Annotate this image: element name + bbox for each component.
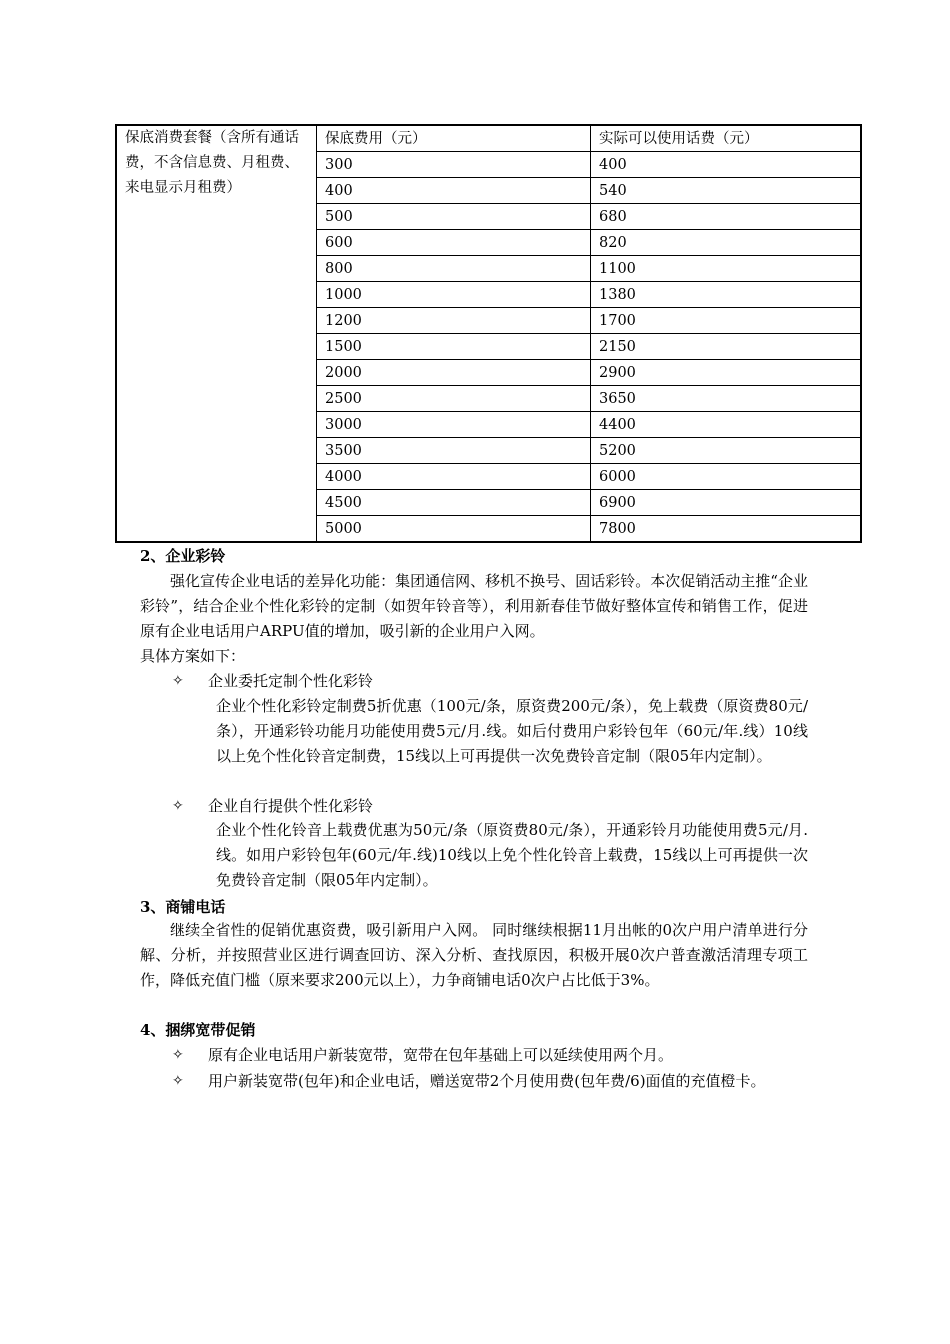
cell-usable-fee: 1700 xyxy=(599,313,636,329)
cell-usable-fee: 6900 xyxy=(599,495,636,511)
table-row xyxy=(317,204,860,230)
table-row xyxy=(317,412,860,438)
bullet-item xyxy=(172,669,373,693)
cell-usable-fee: 3650 xyxy=(599,391,636,407)
table-row xyxy=(317,282,860,308)
cell-guarantee-fee: 5000 xyxy=(317,516,591,542)
cell-usable-fee: 7800 xyxy=(599,521,636,537)
cell-usable-fee: 1380 xyxy=(599,287,636,303)
cell-guarantee-fee: 3000 xyxy=(317,412,591,437)
table-row xyxy=(317,386,860,412)
cell-guarantee-fee: 2000 xyxy=(317,360,591,385)
diamond-bullet-icon: ✧ xyxy=(172,1073,184,1089)
plan-label: 具体方案如下： xyxy=(140,647,246,665)
section-2-intro: 强化宣传企业电话的差异化功能：集团通信网、移机不换号、固话彩铃。本次促销活动主推“企业彩铃”，结合企业个性化彩铃的定制（如贺年铃音等），利用新春佳节做好整体宣传和销售工作，促进原有企业电话用户ARPU值的增加，吸引新的企业用户入网。 xyxy=(140,572,808,640)
section-3-heading: 3、商铺电话 xyxy=(140,898,226,916)
diamond-bullet-icon: ✧ xyxy=(172,798,184,814)
section-3-body: 继续全省性的促销优惠资费，吸引新用户入网。 同时继续根据11月出帐的0次户用户清单进行分解、分析，并按照营业区进行调查回访、深入分析、查找原因，积极开展0次户普查激活清理专项工作，降低充值门槛（原来要求200元以上），力争商铺电话0次户占比低于3%。 xyxy=(140,921,808,989)
section-2-heading: 2、企业彩铃 xyxy=(140,547,226,565)
table-grid xyxy=(317,126,860,541)
cell-guarantee-fee: 1500 xyxy=(317,334,591,359)
table-row xyxy=(317,438,860,464)
cell-guarantee-fee: 800 xyxy=(317,256,591,281)
table-row xyxy=(317,256,860,282)
cell-guarantee-fee: 4500 xyxy=(317,490,591,515)
bullet-1-body: 企业个性化彩铃定制费5折优惠（100元/条，原资费200元/条），免上载费（原资费80元/条），开通彩铃功能月功能使用费5元/月.线。如后付费用户彩铃包年（60元/年.线）10线以上免个性化铃音定制费，15线以上可再提供一次免费铃音定制（限05年内定制）。 xyxy=(216,697,808,765)
cell-usable-fee: 5200 xyxy=(599,443,636,459)
bullet-1-title: 企业委托定制个性化彩铃 xyxy=(208,672,374,690)
cell-usable-fee: 4400 xyxy=(599,417,636,433)
cell-guarantee-fee: 1000 xyxy=(317,282,591,307)
table-row xyxy=(317,178,860,204)
cell-usable-fee: 2150 xyxy=(599,339,636,355)
bullet-2-body: 企业个性化铃音上载费优惠为50元/条（原资费80元/条），开通彩铃月功能使用费5元/月.线。如用户彩铃包年(60元/年.线)10线以上免个性化铃音上载费，15线以上可再提供一次免费铃音定制（限05年内定制）。 xyxy=(216,821,808,889)
cell-usable-fee: 820 xyxy=(599,235,627,251)
table-label-cell: 保底消费套餐（含所有通话费，不含信息费、月租费、来电显示月租费） xyxy=(117,126,317,541)
table-row xyxy=(317,490,860,516)
section-4-bullet-2: 用户新装宽带(包年)和企业电话，赠送宽带2个月使用费(包年费/6)面值的充值橙卡。 xyxy=(208,1072,766,1090)
guarantee-package-table xyxy=(115,124,862,543)
cell-guarantee-fee: 400 xyxy=(317,178,591,203)
table-row xyxy=(317,334,860,360)
table-row xyxy=(317,464,860,490)
table-row xyxy=(317,152,860,178)
table-row xyxy=(317,516,860,542)
table-header-row xyxy=(317,126,860,152)
cell-usable-fee: 680 xyxy=(599,209,627,225)
cell-guarantee-fee: 4000 xyxy=(317,464,591,489)
section-4-heading: 4、捆绑宽带促销 xyxy=(140,1021,256,1039)
diamond-bullet-icon: ✧ xyxy=(172,1047,184,1063)
cell-guarantee-fee: 500 xyxy=(317,204,591,229)
cell-usable-fee: 6000 xyxy=(599,469,636,485)
table-row xyxy=(317,360,860,386)
cell-guarantee-fee: 1200 xyxy=(317,308,591,333)
bullet-item xyxy=(172,1043,812,1067)
header-cell-guarantee-fee: 保底费用（元） xyxy=(317,126,591,151)
cell-guarantee-fee: 600 xyxy=(317,230,591,255)
cell-usable-fee: 1100 xyxy=(599,261,636,277)
diamond-bullet-icon: ✧ xyxy=(172,673,184,689)
section-4-bullet-1: 原有企业电话用户新装宽带，宽带在包年基础上可以延续使用两个月。 xyxy=(208,1046,674,1064)
cell-usable-fee: 2900 xyxy=(599,365,636,381)
table-row xyxy=(317,230,860,256)
table-row xyxy=(317,308,860,334)
bullet-2-title: 企业自行提供个性化彩铃 xyxy=(208,797,374,815)
header-cell-usable-fee: 实际可以使用话费（元） xyxy=(599,131,759,147)
cell-guarantee-fee: 300 xyxy=(317,152,591,177)
cell-usable-fee: 540 xyxy=(599,183,627,199)
cell-usable-fee: 400 xyxy=(599,157,627,173)
cell-guarantee-fee: 2500 xyxy=(317,386,591,411)
bullet-item xyxy=(172,794,373,818)
cell-guarantee-fee: 3500 xyxy=(317,438,591,463)
bullet-item xyxy=(172,1069,812,1093)
